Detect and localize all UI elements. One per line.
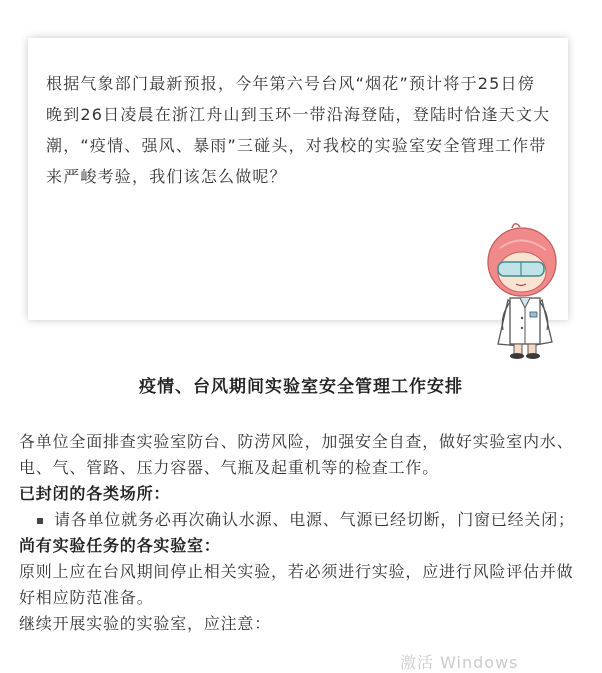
closed-places-list [19, 507, 581, 533]
section-title: 疫情、台风期间实验室安全管理工作安排 [139, 377, 463, 397]
active-labs-paragraph: 原则上应在台风期间停止相关实验，若必须进行实验，应进行风险评估并做好相应防范准备。 [19, 562, 574, 607]
section-content [19, 429, 581, 637]
windows-activation-watermark: 激活 Windows [400, 653, 519, 672]
list-item [35, 507, 581, 533]
closed-places-heading: 已封闭的各类场所： [19, 484, 171, 503]
list-item-text: 请各单位就务必再次确认水源、电源、气源已经切断，门窗已经关闭； [54, 510, 575, 529]
active-labs-heading: 尚有实验任务的各实验室： [19, 536, 221, 555]
continue-experiments-paragraph: 继续开展实验的实验室，应注意： [19, 614, 272, 633]
square-bullet-icon [37, 518, 43, 524]
intro-paragraph: 各单位全面排查实验室防台、防涝风险，加强安全自查，做好实验室内水、电、气、管路、压力容器、气瓶及起重机等的检查工作。 [19, 432, 574, 477]
intro-text: 根据气象部门最新预报，今年第六号台风“烟花”预计将于25日傍晚到26日凌晨在浙江舟山到玉环一带沿海登陆，登陆时恰逢天文大潮，“疫情、强风、暴雨”三碰头，对我校的实验室安全管理工作带来严峻考验，我们该怎么做呢？ [46, 74, 551, 186]
scientist-mascot-illustration [470, 212, 580, 362]
